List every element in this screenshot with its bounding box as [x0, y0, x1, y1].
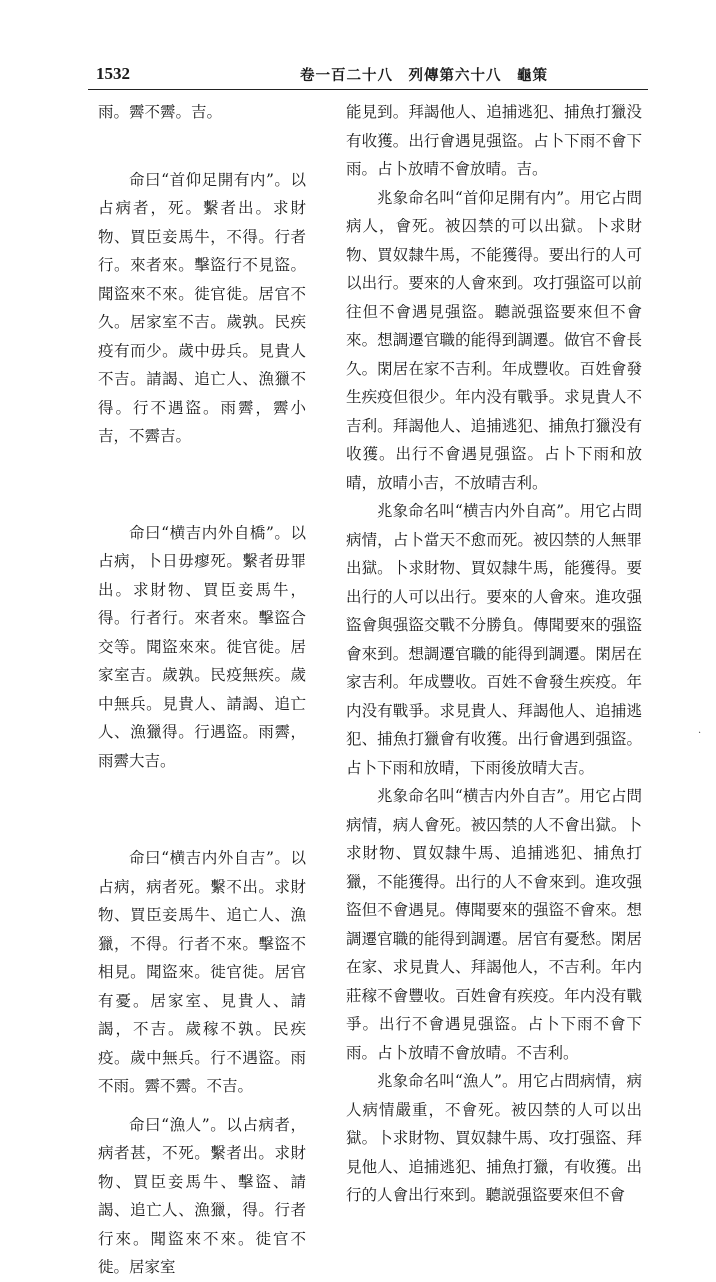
translation-paragraph-yuren: 兆象命名叫“漁人”。用它占問病情，病人病情嚴重，不會死。被囚禁的人可以出獄。卜求財物、買奴隸牛馬、攻打强盜、拜見他人、追捕逃犯、捕魚打獵，有收獲。出行的人會出行來到。聽説强盜要來但不會: [346, 1072, 642, 1204]
header-rule: [88, 89, 648, 90]
translation-paragraph-hengji-ziji: 兆象命名叫“横吉内外自吉”。用它占問病情，病人會死。被囚禁的人不會出獄。卜求財物、買奴隸牛馬、追捕逃犯、捕魚打獵，不能獲得。出行的人不會來到。進攻强盜但不會遇見。傳聞要來的强盜不會來。想調遷官職的能得到調遷。居官有憂愁。閑居在家、求見貴人、拜謁他人，不吉利。年内莊稼不會豐收。百姓會有疾疫。年内没有戰爭。出行不會遇見强盜。占卜下雨不會下雨。占卜放晴不會放晴。不吉利。: [346, 787, 642, 1062]
original-paragraph-yuren: 命曰“漁人”。以占病者，病者甚，不死。繫者出。求財物、買臣妾馬牛、擊盜、請謁、追亡人、漁獵，得。行者行來。聞盜來不來。徙官不徙。居家室: [98, 1115, 306, 1276]
running-title: 卷一百二十八 列傳第六十八 龜策: [300, 67, 548, 84]
original-text-column: [98, 98, 306, 1282]
translation-paragraph-continued: 能見到。拜謁他人、追捕逃犯、捕魚打獵没有收獲。出行會遇見强盜。占卜下雨不會下雨。占卜放晴不會放晴。吉。: [346, 103, 642, 178]
original-paragraph-shouyang: 命曰“首仰足開有内”。以占病者，死。繫者出。求財物、買臣妾馬牛，不得。行者行。來者來。擊盜行不見盜。聞盜來不來。徙官徙。居官不久。居家室不吉。歲孰。民疾疫有而少。歲中毋兵。見貴人不吉。請謁、追亡人、漁獵不得。行不遇盜。雨霽，霽小吉，不霽吉。: [98, 170, 306, 445]
page-number: 1532: [96, 64, 130, 83]
original-paragraph-continued: 雨。霽不霽。吉。: [98, 103, 223, 121]
translation-paragraph-hengji-zigao: 兆象命名叫“横吉内外自高”。用它占問病情，占卜當天不愈而死。被囚禁的人無罪出獄。卜求財物、買奴隸牛馬，能獲得。要出行的人可以出行。要來的人會來。進攻强盜會與强盜交戰不分勝負。傳聞要來的强盜會來到。想調遷官職的能得到調遷。閑居在家吉利。年成豐收。百姓不會發生疾疫。年内没有戰爭。求見貴人、拜謁他人、追捕逃犯、捕魚打獵會有收獲。出行會遇到强盜。占卜下雨和放晴，下雨後放晴大吉。: [346, 502, 642, 777]
translation-paragraph-shouyang: 兆象命名叫“首仰足開有内”。用它占問病人，會死。被囚禁的可以出獄。卜求財物、買奴隸牛馬，不能獲得。要出行的人可以出行。要來的人會來到。攻打强盜可以前往但不會遇見强盜。聽説强盜要來但不會來。想調遷官職的能得到調遷。做官不會長久。閑居在家不吉利。年成豐收。百姓會發生疾疫但很少。年内没有戰爭。求見貴人不吉利。拜謁他人、追捕逃犯、捕魚打獵没有收獲。出行不會遇見强盜。占卜下雨和放晴，放晴小吉，不放晴吉利。: [346, 188, 642, 492]
page-header: [0, 0, 716, 92]
margin-mark: ·: [698, 728, 702, 739]
original-paragraph-hengji-ziji: 命曰“横吉内外自吉”。以占病，病者死。繫不出。求財物、買臣妾馬牛、追亡人、漁獵，不得。行者不來。擊盜不相見。聞盜來。徙官徙。居官有憂。居家室、見貴人、請謁，不吉。歲稼不孰。民疾疫。歲中無兵。行不遇盜。雨不雨。霽不霽。不吉。: [98, 849, 306, 1095]
original-paragraph-hengji-ziqiao: 命曰“横吉内外自橋”。以占病，卜日毋瘳死。繫者毋罪出。求財物、買臣妾馬牛，得。行者行。來者來。擊盜合交等。聞盜來來。徙官徙。居家室吉。歲孰。民疫無疾。歲中無兵。見貴人、請謁、追亡人、漁獵得。行遇盜。雨霽，雨霽大吉。: [98, 523, 306, 770]
translation-column: [346, 98, 642, 1210]
